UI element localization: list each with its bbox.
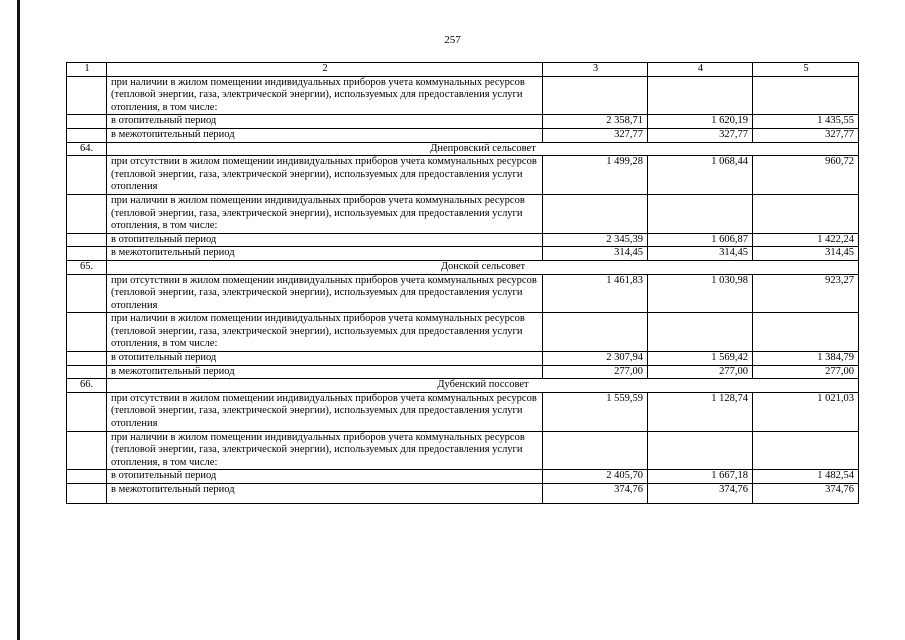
table-row bbox=[67, 76, 859, 115]
row-index-cell bbox=[67, 392, 107, 431]
value-cell bbox=[753, 431, 859, 470]
row-index-cell bbox=[67, 115, 107, 129]
row-index-cell bbox=[67, 194, 107, 233]
table-row bbox=[67, 470, 859, 484]
value-cell: 1 422,24 bbox=[753, 233, 859, 247]
row-index-cell bbox=[67, 431, 107, 470]
value-cell bbox=[648, 431, 753, 470]
value-cell bbox=[753, 76, 859, 115]
value-cell: 1 068,44 bbox=[648, 156, 753, 195]
nonheating-period-label: в межотопительный период bbox=[107, 365, 543, 379]
value-cell bbox=[543, 313, 648, 352]
section-number: 66. bbox=[67, 379, 107, 393]
value-cell bbox=[543, 431, 648, 470]
row-index-cell bbox=[67, 313, 107, 352]
row-index-cell bbox=[67, 365, 107, 379]
value-cell: 314,45 bbox=[543, 247, 648, 261]
absence-description: при отсутствии в жилом помещении индивидуальных приборов учета коммунальных ресурсов (тепловой энергии, газа, электрической энергии), используемых для предоставления услуги отопления bbox=[107, 274, 543, 313]
value-cell: 374,76 bbox=[648, 484, 753, 504]
table-row bbox=[67, 392, 859, 431]
value-cell: 2 307,94 bbox=[543, 352, 648, 366]
header-row bbox=[67, 63, 859, 77]
section-title: Донской сельсовет bbox=[107, 260, 859, 274]
header-cell: 1 bbox=[67, 63, 107, 77]
table-row bbox=[67, 431, 859, 470]
value-cell: 327,77 bbox=[648, 128, 753, 142]
value-cell: 2 345,39 bbox=[543, 233, 648, 247]
section-header-row bbox=[67, 260, 859, 274]
table-row bbox=[67, 115, 859, 129]
section-title: Днепровский сельсовет bbox=[107, 142, 859, 156]
page-number: 257 bbox=[444, 34, 461, 46]
presence-description: при наличии в жилом помещении индивидуальных приборов учета коммунальных ресурсов (тепловой энергии, газа, электрической энергии), используемых для предоставления услуги отопления, в том числе: bbox=[107, 194, 543, 233]
value-cell: 1 461,83 bbox=[543, 274, 648, 313]
value-cell bbox=[543, 76, 648, 115]
row-index-cell bbox=[67, 233, 107, 247]
value-cell: 1 384,79 bbox=[753, 352, 859, 366]
row-index-cell bbox=[67, 156, 107, 195]
row-index-cell bbox=[67, 484, 107, 504]
value-cell: 2 405,70 bbox=[543, 470, 648, 484]
value-cell: 327,77 bbox=[543, 128, 648, 142]
value-cell: 327,77 bbox=[753, 128, 859, 142]
nonheating-period-label: в межотопительный период bbox=[107, 128, 543, 142]
presence-description: при наличии в жилом помещении индивидуальных приборов учета коммунальных ресурсов (тепловой энергии, газа, электрической энергии), используемых для предоставления услуги отопления, в том числе: bbox=[107, 431, 543, 470]
presence-description: при наличии в жилом помещении индивидуальных приборов учета коммунальных ресурсов (тепловой энергии, газа, электрической энергии), используемых для предоставления услуги отопления, в том числе: bbox=[107, 76, 543, 115]
absence-description: при отсутствии в жилом помещении индивидуальных приборов учета коммунальных ресурсов (тепловой энергии, газа, электрической энергии), используемых для предоставления услуги отопления bbox=[107, 156, 543, 195]
value-cell bbox=[753, 194, 859, 233]
table-row bbox=[67, 194, 859, 233]
value-cell bbox=[648, 313, 753, 352]
row-index-cell bbox=[67, 76, 107, 115]
value-cell: 1 482,54 bbox=[753, 470, 859, 484]
row-index-cell bbox=[67, 470, 107, 484]
section-title: Дубенский поссовет bbox=[107, 379, 859, 393]
value-cell: 374,76 bbox=[753, 484, 859, 504]
table-row bbox=[67, 484, 859, 504]
table-row bbox=[67, 128, 859, 142]
row-index-cell bbox=[67, 352, 107, 366]
value-cell: 1 030,98 bbox=[648, 274, 753, 313]
section-number: 64. bbox=[67, 142, 107, 156]
value-cell: 1 606,87 bbox=[648, 233, 753, 247]
value-cell: 1 620,19 bbox=[648, 115, 753, 129]
section-header-row bbox=[67, 379, 859, 393]
value-cell: 314,45 bbox=[753, 247, 859, 261]
value-cell: 277,00 bbox=[648, 365, 753, 379]
header-cell: 2 bbox=[107, 63, 543, 77]
value-cell: 1 128,74 bbox=[648, 392, 753, 431]
row-index-cell bbox=[67, 274, 107, 313]
header-cell: 5 bbox=[753, 63, 859, 77]
value-cell: 1 569,42 bbox=[648, 352, 753, 366]
table-row bbox=[67, 156, 859, 195]
heating-period-label: в отопительный период bbox=[107, 115, 543, 129]
value-cell: 314,45 bbox=[648, 247, 753, 261]
heating-period-label: в отопительный период bbox=[107, 470, 543, 484]
absence-description: при отсутствии в жилом помещении индивидуальных приборов учета коммунальных ресурсов (тепловой энергии, газа, электрической энергии), используемых для предоставления услуги отопления bbox=[107, 392, 543, 431]
nonheating-period-label: в межотопительный период bbox=[107, 247, 543, 261]
nonheating-period-label: в межотопительный период bbox=[107, 484, 543, 504]
table-row bbox=[67, 274, 859, 313]
section-number: 65. bbox=[67, 260, 107, 274]
value-cell: 1 667,18 bbox=[648, 470, 753, 484]
section-header-row bbox=[67, 142, 859, 156]
value-cell: 1 499,28 bbox=[543, 156, 648, 195]
value-cell: 277,00 bbox=[753, 365, 859, 379]
header-cell: 3 bbox=[543, 63, 648, 77]
header-cell: 4 bbox=[648, 63, 753, 77]
presence-description: при наличии в жилом помещении индивидуальных приборов учета коммунальных ресурсов (тепловой энергии, газа, электрической энергии), используемых для предоставления услуги отопления, в том числе: bbox=[107, 313, 543, 352]
tariff-table bbox=[66, 62, 859, 504]
table-row bbox=[67, 233, 859, 247]
value-cell: 1 435,55 bbox=[753, 115, 859, 129]
value-cell: 1 021,03 bbox=[753, 392, 859, 431]
value-cell: 2 358,71 bbox=[543, 115, 648, 129]
value-cell: 277,00 bbox=[543, 365, 648, 379]
value-cell: 1 559,59 bbox=[543, 392, 648, 431]
table-row bbox=[67, 247, 859, 261]
table-row bbox=[67, 313, 859, 352]
row-index-cell bbox=[67, 247, 107, 261]
value-cell bbox=[648, 76, 753, 115]
heating-period-label: в отопительный период bbox=[107, 352, 543, 366]
row-index-cell bbox=[67, 128, 107, 142]
value-cell: 923,27 bbox=[753, 274, 859, 313]
table-row bbox=[67, 352, 859, 366]
value-cell bbox=[543, 194, 648, 233]
value-cell bbox=[648, 194, 753, 233]
scan-edge-line bbox=[17, 0, 20, 640]
value-cell: 960,72 bbox=[753, 156, 859, 195]
value-cell bbox=[753, 313, 859, 352]
table-row bbox=[67, 365, 859, 379]
value-cell: 374,76 bbox=[543, 484, 648, 504]
heating-period-label: в отопительный период bbox=[107, 233, 543, 247]
